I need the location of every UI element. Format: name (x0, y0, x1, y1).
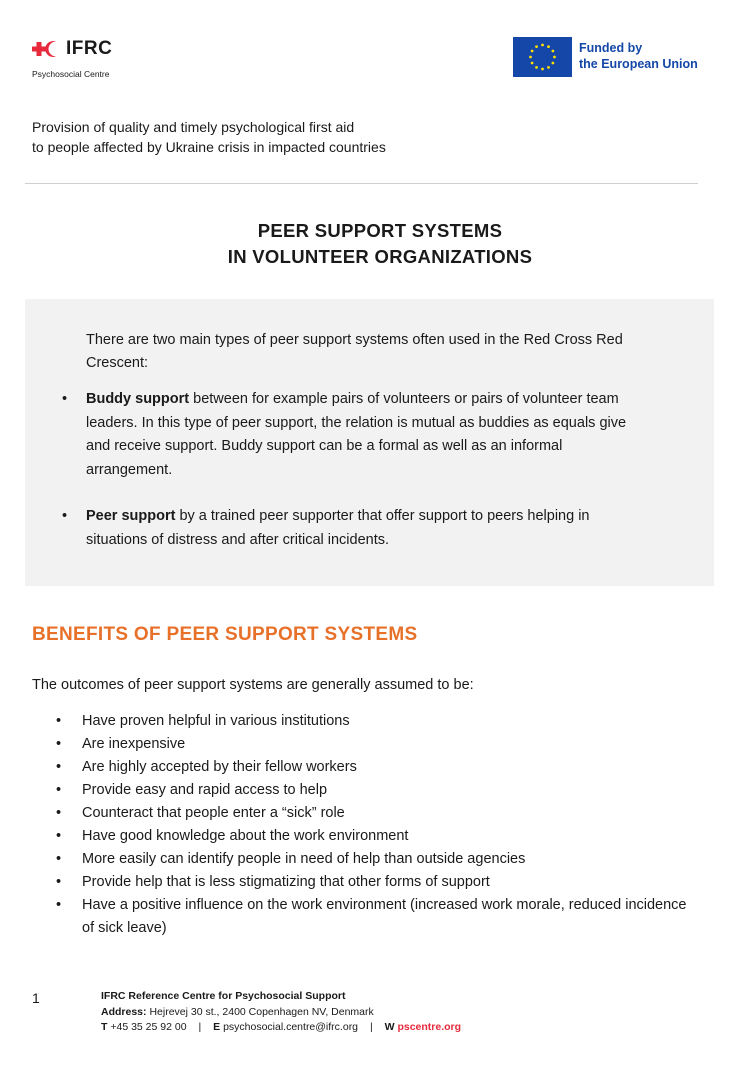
footer-org: IFRC Reference Centre for Psychosocial Support (101, 990, 346, 1002)
footer-web-label: W (384, 1021, 395, 1033)
eu-star-icon (541, 44, 544, 47)
eu-star-icon (529, 56, 532, 59)
list-item: • Have good knowledge about the work environment (56, 825, 696, 848)
benefits-intro: The outcomes of peer support systems are generally assumed to be: (32, 677, 474, 693)
footer-separator: | (198, 1021, 202, 1033)
ifrc-wordmark: IFRC (66, 38, 113, 59)
eu-flag-icon (513, 37, 572, 77)
footer-phone: +45 35 25 92 00 (110, 1021, 187, 1033)
bullet-term: Peer support (86, 508, 176, 524)
ifrc-subtitle: Psychosocial Centre (32, 69, 110, 79)
list-item: • Are inexpensive (56, 733, 696, 756)
footer-email-link[interactable]: psychosocial.centre@ifrc.org (223, 1021, 359, 1033)
eu-logo (513, 37, 708, 77)
red-cross-crescent-icon (32, 40, 64, 60)
bullet-icon: • (56, 713, 62, 729)
list-item: • Are highly accepted by their fellow workers (56, 756, 696, 779)
list-item: • Provide easy and rapid access to help (56, 779, 696, 802)
project-description-line1: Provision of quality and timely psychological first aid (32, 119, 355, 135)
list-item: • Have a positive influence on the work environment (increased work morale, reduced incidence of sick leave) (56, 894, 696, 940)
bullet-icon: • (56, 874, 62, 890)
bullet-icon: • (56, 897, 62, 913)
list-item: • Counteract that people enter a “sick” role (56, 802, 696, 825)
eu-star-icon (531, 62, 534, 65)
eu-funding-line2: the European Union (579, 57, 698, 71)
list-item: • Have proven helpful in various institutions (56, 710, 696, 733)
footer-address-label: Address: (101, 1005, 147, 1018)
list-item: • Provide help that is less stigmatizing that other forms of support (56, 871, 696, 894)
bullet-icon: • (56, 805, 62, 821)
footer-phone-label: T (101, 1021, 108, 1033)
eu-star-icon (541, 68, 544, 71)
footer-separator: | (369, 1021, 373, 1033)
page-title-line1: PEER SUPPORT SYSTEMS (257, 220, 503, 241)
eu-star-icon (531, 50, 534, 53)
eu-star-icon (551, 50, 554, 53)
footer-email-label: E (213, 1021, 221, 1033)
bullet-text: between for example pairs of volunteers or pairs of volunteer team leaders. In this type of peer support, the relation is mutual as buddies as equals give and receive support. Buddy support can be a formal as well as an informal arrangement. (86, 391, 627, 478)
benefits-heading: BENEFITS OF PEER SUPPORT SYSTEMS (32, 624, 418, 645)
bullet-icon: • (56, 828, 62, 844)
eu-star-icon (547, 45, 550, 48)
eu-star-icon (553, 56, 556, 59)
footer-address: Hejrevej 30 st., 2400 Copenhagen NV, Denmark (149, 1005, 374, 1018)
page-title (0, 218, 730, 270)
bullet-icon: • (56, 782, 62, 798)
ifrc-logo (32, 38, 132, 82)
bullet-term: Buddy support (86, 391, 190, 407)
bullet-icon: • (62, 508, 68, 524)
eu-star-icon (535, 66, 538, 69)
project-description (32, 117, 552, 157)
info-box-intro: There are two main types of peer support systems often used in the Red Cross Red Crescent: (86, 332, 623, 371)
eu-star-icon (535, 45, 538, 48)
benefits-list (56, 710, 696, 940)
page-number: 1 (32, 990, 40, 1006)
bullet-icon: • (56, 759, 62, 775)
footer-website-link[interactable]: pscentre.org (397, 1021, 462, 1033)
bullet-icon: • (56, 851, 62, 867)
bullet-text: by a trained peer supporter that offer support to peers helping in situations of distress and after critical incidents. (86, 508, 590, 548)
header-divider (25, 183, 698, 184)
eu-funding-line1: Funded by (579, 41, 643, 55)
bullet-icon: • (56, 736, 62, 752)
page-title-line2: IN VOLUNTEER ORGANIZATIONS (227, 246, 533, 267)
eu-star-icon (547, 66, 550, 69)
list-item: • More easily can identify people in need of help than outside agencies (56, 848, 696, 871)
footer-contact (101, 989, 601, 1036)
project-description-line2: to people affected by Ukraine crisis in impacted countries (32, 139, 386, 155)
eu-star-icon (551, 62, 554, 65)
bullet-icon: • (62, 391, 68, 407)
